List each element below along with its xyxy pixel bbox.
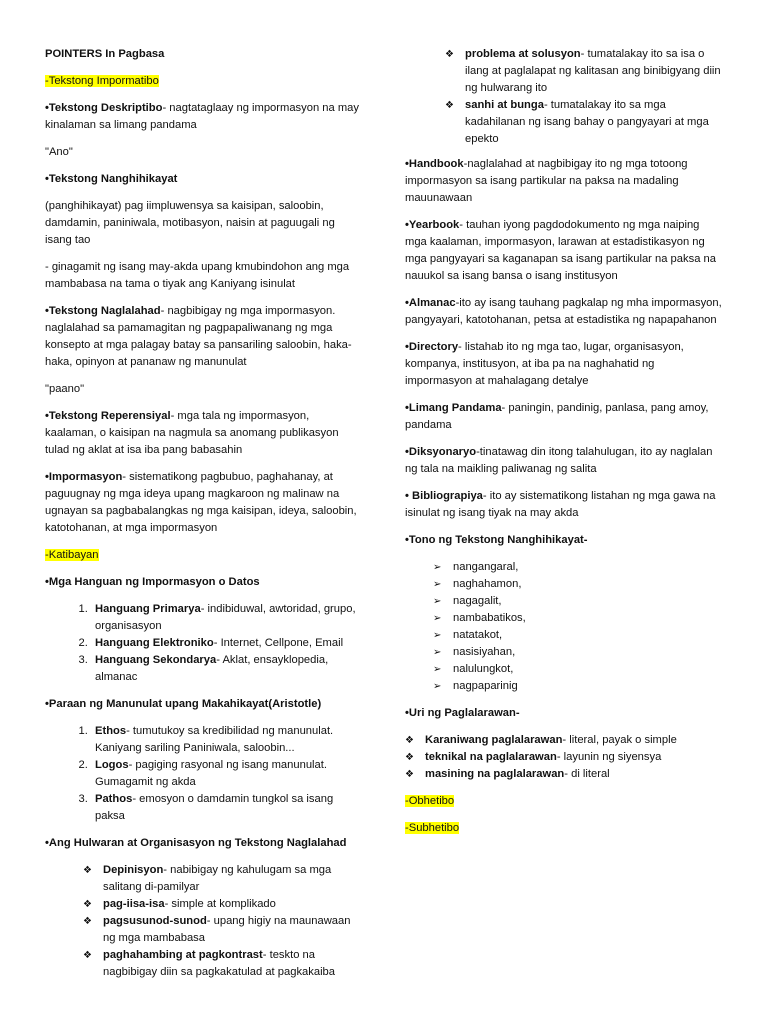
list-item: 3. Pathos- emosyon o damdamin tungkol sa isang paksa: [91, 791, 363, 825]
hulwaran-list: [45, 862, 363, 981]
arrowhead-bullet-icon: ➢: [433, 562, 442, 573]
list-item: ➢ nalulungkot,: [453, 661, 723, 678]
arrowhead-bullet-icon: ➢: [433, 630, 442, 641]
list-item: ➢ natatakot,: [453, 627, 723, 644]
hanguan-list: [45, 601, 363, 686]
list-item: ❖ Depinisyon- nabibigay ng kahulugam sa mga salitang di-pamilyar: [83, 864, 332, 893]
uri-heading: •Uri ng Paglalarawan-: [405, 707, 520, 719]
list-item: ➢ nagpaparinig: [453, 678, 723, 695]
section-heading-obhetibo: -Obhetibo: [405, 795, 455, 807]
list-item: ❖ masining na paglalarawan- di literal: [425, 766, 723, 783]
arrowhead-bullet-icon: ➢: [433, 613, 442, 624]
list-item: 1. Ethos- tumutukoy sa kredibilidad ng manunulat. Kaniyang sariling Paniniwala, saloobin...: [91, 723, 363, 757]
reperensiyal-entry: •Tekstong Reperensiyal- mga tala ng impormasyon, kaalaman, o kaisipan na nagmula sa anomang publikasyon tulad ng aklat at isa iba pang babasahin: [45, 410, 339, 456]
arrowhead-bullet-icon: ➢: [433, 579, 442, 590]
diamond-bullet-icon: ❖: [445, 49, 454, 60]
page-title: POINTERS In Pagbasa: [45, 48, 165, 60]
list-item: ❖ problema at solusyon- tumatalakay ito sa isa o ilang at paglalapat ng kalitasan ang binibigyang diin ng hulwarang ito: [445, 48, 721, 94]
diamond-bullet-icon: ❖: [405, 769, 414, 780]
handbook-entry: •Handbook-naglalahad at nagbibigay ito ng mga totoong impormasyon sa isang partikular na paksa na madaling mauunawaan: [405, 158, 688, 204]
tono-list: [405, 559, 723, 695]
list-item: ❖ sanhi at bunga- tumatalakay ito sa mga kadahilanan ng isang bahay o pangyayari at mga epekto: [445, 99, 709, 145]
diksyonaryo-entry: •Diksyonaryo-tinatawag din itong talahulugan, ito ay naglalan ng tala na maikling paliwanag ng salita: [405, 446, 713, 475]
list-item: ➢ naghahamon,: [453, 576, 723, 593]
diamond-bullet-icon: ❖: [445, 100, 454, 111]
hulwaran-heading: •Ang Hulwaran at Organisasyon ng Tekstong Naglalahad: [45, 837, 347, 849]
diamond-bullet-icon: ❖: [83, 899, 92, 910]
list-item: ❖ pagsusunod-sunod- upang higiy na maunawaan ng mga mambabasa: [83, 915, 351, 944]
section-heading-subhetibo: -Subhetibo: [405, 822, 460, 834]
bibliograpiya-entry: • Bibliograpiya- ito ay sistematikong listahan ng mga gawa na isinulat ng isang tiyak na may akda: [405, 490, 716, 519]
uri-list: [405, 732, 723, 783]
list-item: 2. Logos- pagiging rasyonal ng isang manunulat. Gumagamit ng akda: [91, 757, 363, 791]
ano-quote: "Ano": [45, 146, 73, 158]
nanghihikayat-heading: •Tekstong Nanghihikayat: [45, 173, 178, 185]
arrowhead-bullet-icon: ➢: [433, 664, 442, 675]
nanghihikayat-description: (panghihikayat) pag iimpluwensya sa kaisipan, saloobin, damdamin, paniniwala, motibasyon, naisin at paguugali ng isang tao: [45, 200, 335, 246]
impormasyon-entry: •Impormasyon- sistematikong pagbubuo, paghahanay, at paguugnay ng mga ideya upang magkaroon ng malinaw na ugnayan sa pagbabalangkas ng mga kaisipan, ideya, saloobin, katotohanan, at mga impormasyon: [45, 471, 357, 534]
list-item: 1. Hanguang Primarya- indibiduwal, awtoridad, grupo, organisasyon: [91, 601, 363, 635]
list-item: ❖ pag-iisa-isa- simple at komplikado: [103, 896, 363, 913]
nanghihikayat-description-2: - ginagamit ng isang may-akda upang kmubindohon ang mga mambabasa na tama o tiyak ang Kaniyang isinulat: [45, 261, 350, 290]
directory-entry: •Directory- listahab ito ng mga tao, lugar, organisasyon, kompanya, institusyon, at iba pa na naghahatid ng impormasyon at mahalagang detalye: [405, 341, 684, 387]
diamond-bullet-icon: ❖: [83, 916, 92, 927]
tono-heading: •Tono ng Tekstong Nanghihikayat-: [405, 534, 588, 546]
list-item: ➢ nagagalit,: [453, 593, 723, 610]
list-item: ❖ Karaniwang paglalarawan- literal, payak o simple: [425, 732, 723, 749]
paano-quote: "paano": [45, 383, 85, 395]
diamond-bullet-icon: ❖: [405, 752, 414, 763]
diamond-bullet-icon: ❖: [83, 865, 92, 876]
section-heading-katibayan: -Katibayan: [45, 549, 99, 561]
paraan-list: [45, 723, 363, 825]
arrowhead-bullet-icon: ➢: [433, 596, 442, 607]
list-item: ➢ nambabatikos,: [453, 610, 723, 627]
list-item: 2. Hanguang Elektroniko- Internet, Cellpone, Email: [91, 635, 363, 652]
almanac-entry: •Almanac-ito ay isang tauhang pagkalap ng mha impormasyon, pangyayari, katotohanan, petsa at estadistika ng napapahanon: [405, 297, 722, 326]
list-item: ➢ nangangaral,: [453, 559, 723, 576]
deskriptibo-entry: •Tekstong Deskriptibo- nagtataglaay ng impormasyon na may kinalaman sa limang pandama: [45, 102, 359, 131]
naglalahad-entry: •Tekstong Naglalahad- nagbibigay ng mga impormasyon. naglalahad sa pamamagitan ng pagpapaliwanang ng mga konsepto at mga palagay batay sa pansariling saloobin, haka-haka, opinyon at pananaw ng manunulat: [45, 305, 352, 368]
diamond-bullet-icon: ❖: [83, 950, 92, 961]
left-column: [45, 46, 363, 991]
arrowhead-bullet-icon: ➢: [433, 647, 442, 658]
yearbook-entry: •Yearbook- tauhan iyong pagdodokumento ng mga naiping mga kaalaman, impormasyon, larawan at estadistikasyon ng mga pangyayari sa kaganapan sa isang partikular na paksa na nauukol sa isang bansa o isang institusyon: [405, 219, 716, 282]
list-item: ❖ teknikal na paglalarawan- layunin ng siyensya: [425, 749, 723, 766]
section-heading-impormatibo: -Tekstong Impormatibo: [45, 75, 159, 87]
limang-pandama-entry: •Limang Pandama- paningin, pandinig, panlasa, pang amoy, pandama: [405, 402, 709, 431]
paraan-heading: •Paraan ng Manunulat upang Makahikayat(Aristotle): [45, 698, 322, 710]
list-item: 3. Hanguang Sekondarya- Aklat, ensayklopedia, almanac: [91, 652, 363, 686]
arrowhead-bullet-icon: ➢: [433, 681, 442, 692]
list-item: ❖ paghahambing at pagkontrast- teskto na nagbibigay diin sa pagkakatulad at pagkakaiba: [83, 949, 336, 978]
diamond-bullet-icon: ❖: [405, 735, 414, 746]
hanguan-heading: •Mga Hanguan ng Impormasyon o Datos: [45, 576, 260, 588]
hulwaran-list-continued: [405, 46, 723, 148]
right-column: [405, 46, 723, 847]
list-item: ➢ nasisiyahan,: [453, 644, 723, 661]
